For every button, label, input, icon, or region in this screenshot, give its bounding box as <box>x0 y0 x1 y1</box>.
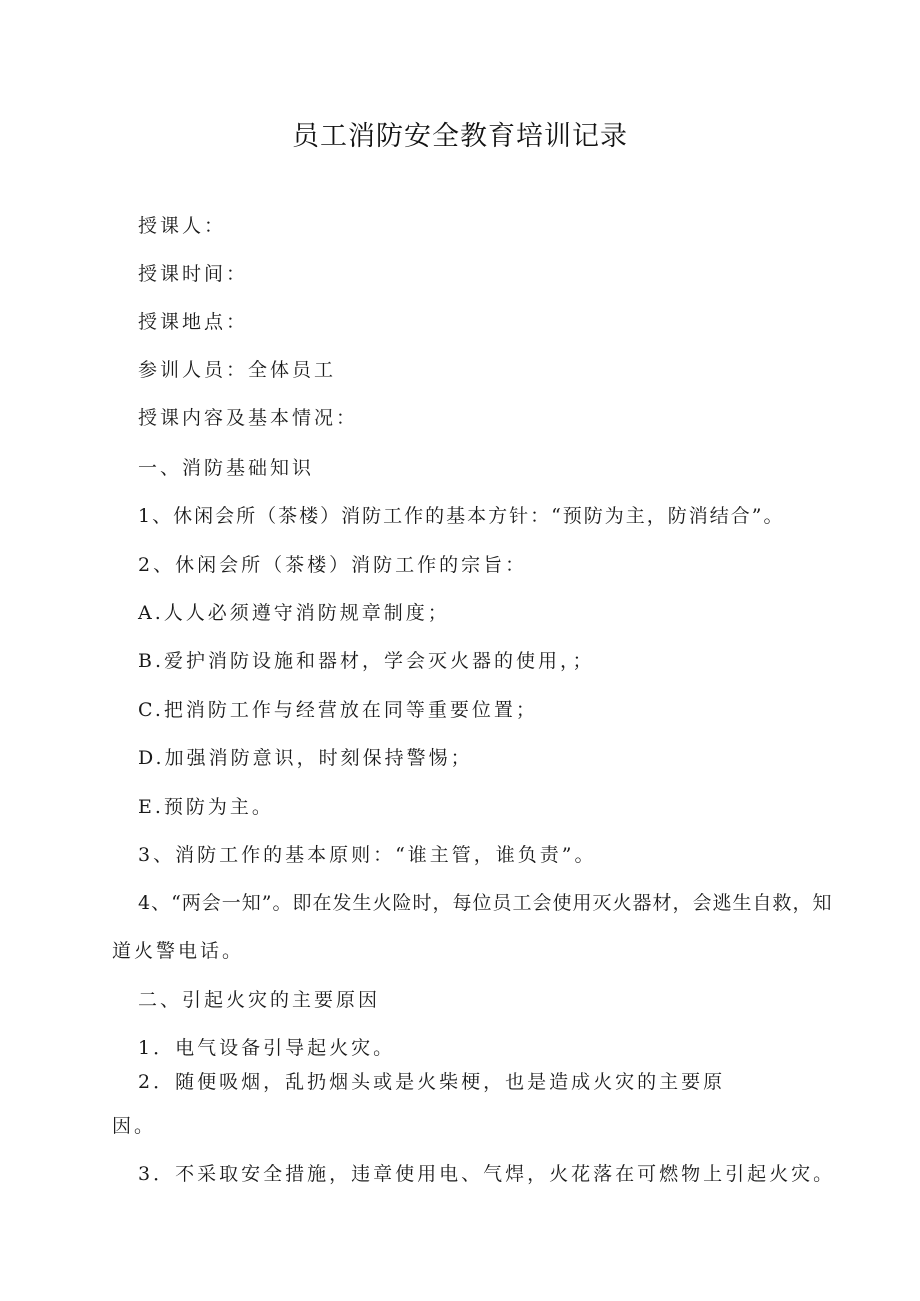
section1-sub-c: C.把消防工作与经营放在同等重要位置； <box>138 699 538 721</box>
location-field: 授课地点： <box>138 311 249 333</box>
lecturer-field: 授课人： <box>138 215 227 237</box>
document-title: 员工消防安全教育培训记录 <box>292 121 628 152</box>
section1-item2: 2、休闲会所（茶楼）消防工作的宗旨： <box>138 554 528 576</box>
participants-field: 参训人员：全体员工 <box>138 359 337 381</box>
section1-sub-e: E.预防为主。 <box>138 796 274 818</box>
time-field: 授课时间： <box>138 263 249 285</box>
section2-item3: 3．不采取安全措施，违章使用电、气焊，火花落在可燃物上引起火灾。 <box>138 1163 836 1185</box>
section2-item1: 1．电气设备引导起火灾。 <box>138 1037 396 1059</box>
section2-heading: 二、引起火灾的主要原因 <box>138 989 381 1011</box>
section2-item2-line1: 2．随便吸烟，乱扔烟头或是火柴梗，也是造成火灾的主要原 <box>138 1071 726 1093</box>
section1-item1: 1、休闲会所（茶楼）消防工作的基本方针：“预防为主，防消结合”。 <box>138 505 785 527</box>
section1-sub-a: A.人人必须遵守消防规章制度； <box>138 602 450 624</box>
section1-sub-b: B.爱护消防设施和器材，学会灭火器的使用，； <box>138 650 595 672</box>
section1-item4-line1: 4、“两会一知”。即在发生火险时，每位员工会使用灭火器材，会逃生自救，知 <box>138 892 833 914</box>
content-heading: 授课内容及基本情况： <box>138 407 359 429</box>
section1-item4-line2: 道火警电话。 <box>112 940 245 962</box>
section1-sub-d: D.加强消防意识，时刻保持警惕； <box>138 747 473 769</box>
section1-heading: 一、消防基础知识 <box>138 457 315 479</box>
section2-item2-line2: 因。 <box>112 1115 157 1137</box>
section1-item3: 3、消防工作的基本原则：“谁主管，谁负责”。 <box>138 844 597 866</box>
